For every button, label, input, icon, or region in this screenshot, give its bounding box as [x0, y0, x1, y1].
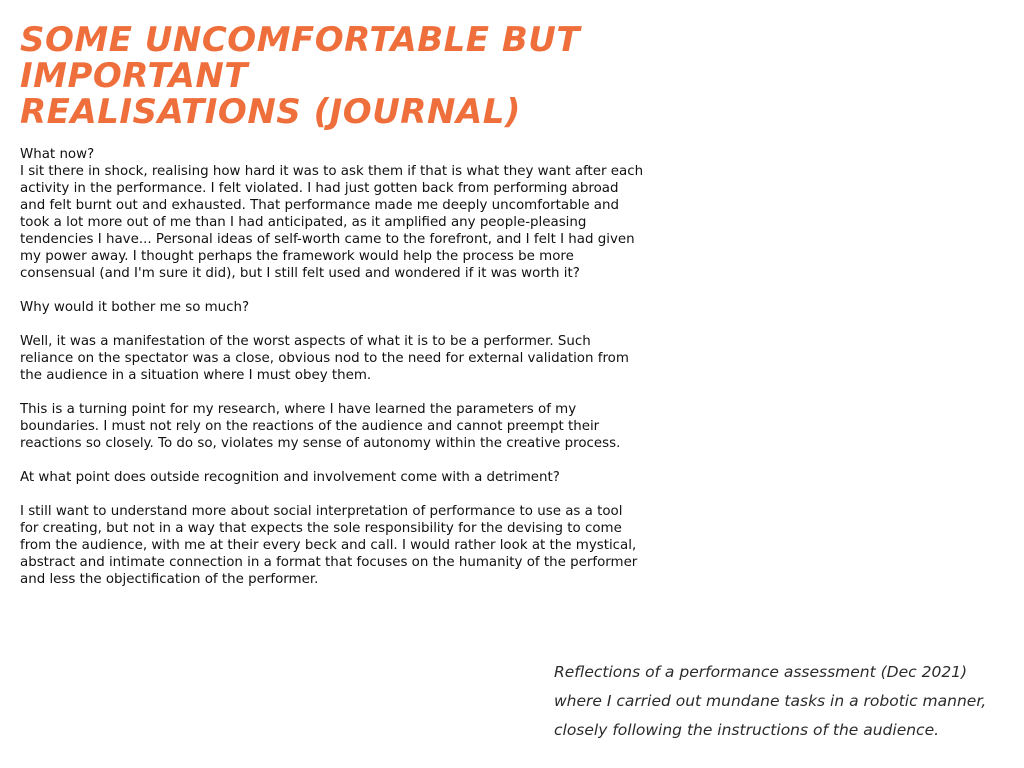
journal-heading: What now?: [20, 147, 95, 162]
journal-paragraph-3: This is a turning point for my research, where I have learned the parameters of my boundaries. I must not rely on the reactions of the audience and cannot preempt their reactions so closely. To do so, violates my sense of autonomy within the creative process.: [20, 402, 621, 451]
journal-question-2: At what point does outside recognition and involvement come with a detriment?: [20, 470, 560, 485]
journal-paragraph-4: I still want to understand more about social interpretation of performance to use as a tool for creating, but not in a way that expects the sole responsibility for the devising to come from the audience, with me at their every beck and call. I would rather look at the mystical, abstract and intimate connection in a format that focuses on the humanity of the performer and less the objectification of the performer.: [20, 504, 638, 587]
journal-question-1: Why would it bother me so much?: [20, 300, 250, 315]
caption-line-2: where I carried out mundane tasks in a robotic manner,: [554, 692, 987, 710]
caption-line-3: closely following the instructions of the audience.: [554, 721, 940, 739]
page-title: [20, 22, 740, 130]
caption-line-1: Reflections of a performance assessment (Dec 2021): [554, 663, 968, 681]
journal-paragraph-1: I sit there in shock, realising how hard it was to ask them if that is what they want after each activity in the performance. I felt violated. I had just gotten back from performing abroad and felt burnt out and exhausted. That performance made me deeply uncomfortable and took a lot more out of me than I had anticipated, as it amplified any people-pleasing tendencies I have... Personal ideas of self-worth came to the forefront, and I felt I had given my power away. I thought perhaps the framework would help the process be more consensual (and I'm sure it did), but I still felt used and wondered if it was worth it?: [20, 164, 644, 281]
page-title-line-1: SOME UNCOMFORTABLE BUT IMPORTANT: [20, 20, 581, 96]
journal-entry: [20, 146, 645, 605]
journal-paragraph-2: Well, it was a manifestation of the worst aspects of what it is to be a performer. Such reliance on the spectator was a close, obvious nod to the need for external validation from the audience in a situation where I must obey them.: [20, 334, 629, 383]
journal-opening: [20, 146, 645, 282]
page-title-line-2: REALISATIONS (JOURNAL): [20, 92, 521, 132]
image-caption: [554, 658, 1024, 745]
